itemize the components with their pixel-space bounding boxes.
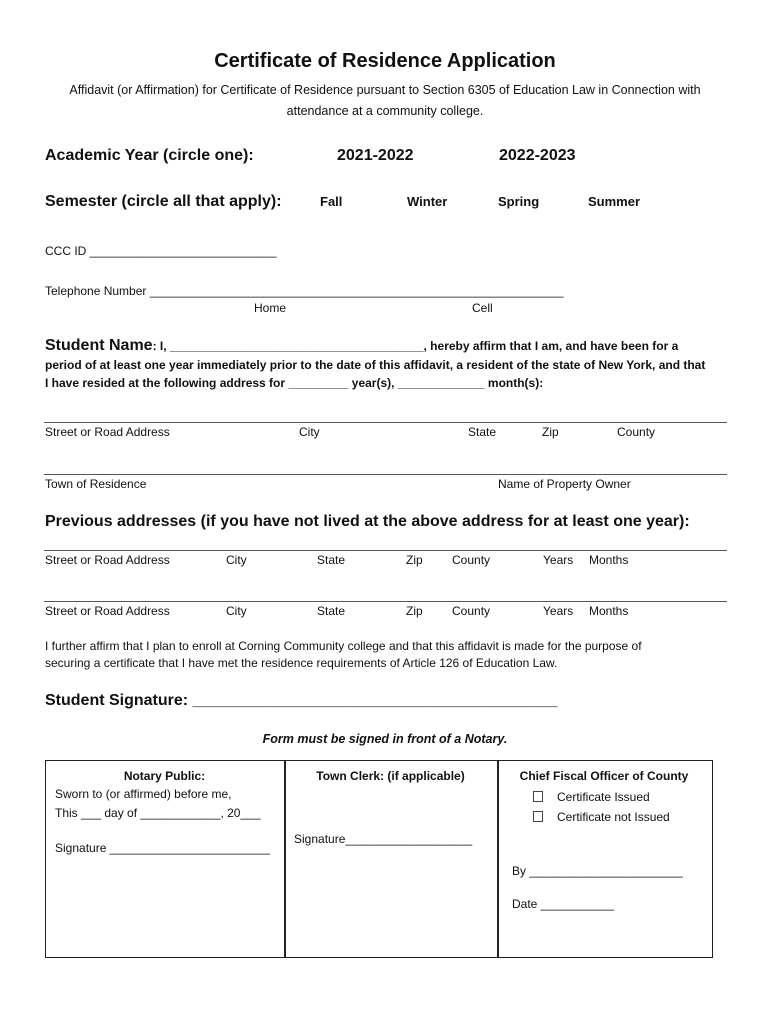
page-subtitle: Affidavit (or Affirmation) for Certificate of Residence pursuant to Section 6305 of Education Law in Connection with attendance at a community college. [69, 83, 701, 118]
affirmation-line-1: I further affirm that I plan to enroll at Corning Community college and that this affidavit is made for the purpose of [45, 639, 642, 653]
prev1-street-label: Street or Road Address [45, 553, 170, 567]
student-name-label: Student Name [45, 337, 153, 354]
town-clerk-box [284, 760, 499, 958]
prev1-years-label: Years [543, 553, 574, 567]
semester-option-spring[interactable]: Spring [498, 194, 540, 209]
prev2-state-label: State [317, 604, 346, 618]
academic-year-option-1[interactable]: 2021-2022 [337, 147, 414, 164]
notary-title: Notary Public: [123, 769, 206, 783]
ccc-id-field[interactable]: CCC ID ____________________________ [45, 244, 277, 258]
prev1-county-label: County [452, 553, 491, 567]
certificate-issued-label: Certificate Issued [557, 790, 650, 804]
county-label: County [617, 425, 656, 439]
student-name-line-1[interactable] [45, 337, 678, 355]
telephone-cell-label: Cell [472, 301, 493, 315]
certificate-not-issued-label: Certificate not Issued [557, 810, 670, 824]
prev2-county-label: County [452, 604, 491, 618]
address-divider [44, 422, 727, 423]
fiscal-officer-title: Chief Fiscal Officer of County [519, 769, 689, 783]
prev1-zip-label: Zip [406, 553, 423, 567]
street-label: Street or Road Address [45, 425, 170, 439]
certificate-issued-option[interactable] [533, 788, 650, 806]
semester-option-fall[interactable]: Fall [320, 194, 343, 209]
zip-label: Zip [542, 425, 559, 439]
student-name-line-3[interactable]: I have resided at the following address for _________ year(s), _____________ month(s): [45, 376, 544, 390]
academic-year-option-2[interactable]: 2022-2023 [499, 147, 576, 164]
prev2-street-label: Street or Road Address [45, 604, 170, 618]
previous-address-2-divider [44, 601, 727, 602]
prev2-years-label: Years [543, 604, 574, 618]
academic-year-label: Academic Year (circle one): [45, 147, 254, 164]
state-label: State [468, 425, 497, 439]
previous-address-1-divider [44, 550, 727, 551]
fiscal-date-field[interactable]: Date ___________ [512, 897, 615, 911]
student-name-text: : I, ______________________________________, hereby affirm that I am, and have been for a [152, 339, 679, 353]
certificate-not-issued-option[interactable] [533, 808, 670, 826]
city-label: City [299, 425, 320, 439]
prev2-city-label: City [226, 604, 247, 618]
previous-addresses-heading: Previous addresses (if you have not lived at the above address for at least one year): [45, 513, 690, 530]
town-label: Town of Residence [45, 477, 147, 491]
town-clerk-title: Town Clerk: (if applicable) [316, 769, 465, 783]
town-clerk-signature-field[interactable]: Signature___________________ [294, 832, 473, 846]
student-signature-field[interactable]: Student Signature: _________________________________________ [45, 692, 558, 709]
prev2-months-label: Months [589, 604, 629, 618]
prev2-zip-label: Zip [406, 604, 423, 618]
page-title: Certificate of Residence Application [214, 50, 556, 72]
semester-option-winter[interactable]: Winter [407, 194, 448, 209]
prev1-city-label: City [226, 553, 247, 567]
notary-signature-field[interactable]: Signature ________________________ [55, 841, 270, 855]
semester-label: Semester (circle all that apply): [45, 193, 282, 210]
fiscal-by-field[interactable]: By _______________________ [512, 864, 683, 878]
property-owner-label: Name of Property Owner [498, 477, 631, 491]
certificate-not-issued-checkbox[interactable] [533, 811, 543, 822]
affirmation-line-2: securing a certificate that I have met the residence requirements of Article 126 of Education Law. [45, 656, 558, 670]
prev1-months-label: Months [589, 553, 629, 567]
notary-sworn-line: Sworn to (or affirmed) before me, [55, 787, 232, 801]
notary-note: Form must be signed in front of a Notary. [262, 732, 508, 746]
notary-date-field[interactable]: This ___ day of ____________, 20___ [55, 806, 261, 820]
student-name-line-2: period of at least one year immediately prior to the date of this affidavit, a resident of the state of New York, and that [45, 358, 706, 372]
town-divider [44, 474, 727, 475]
semester-option-summer[interactable]: Summer [588, 194, 641, 209]
prev1-state-label: State [317, 553, 346, 567]
telephone-field[interactable]: Telephone Number ______________________________________________________________ [45, 284, 564, 298]
certificate-issued-checkbox[interactable] [533, 791, 543, 802]
telephone-home-label: Home [254, 301, 287, 315]
